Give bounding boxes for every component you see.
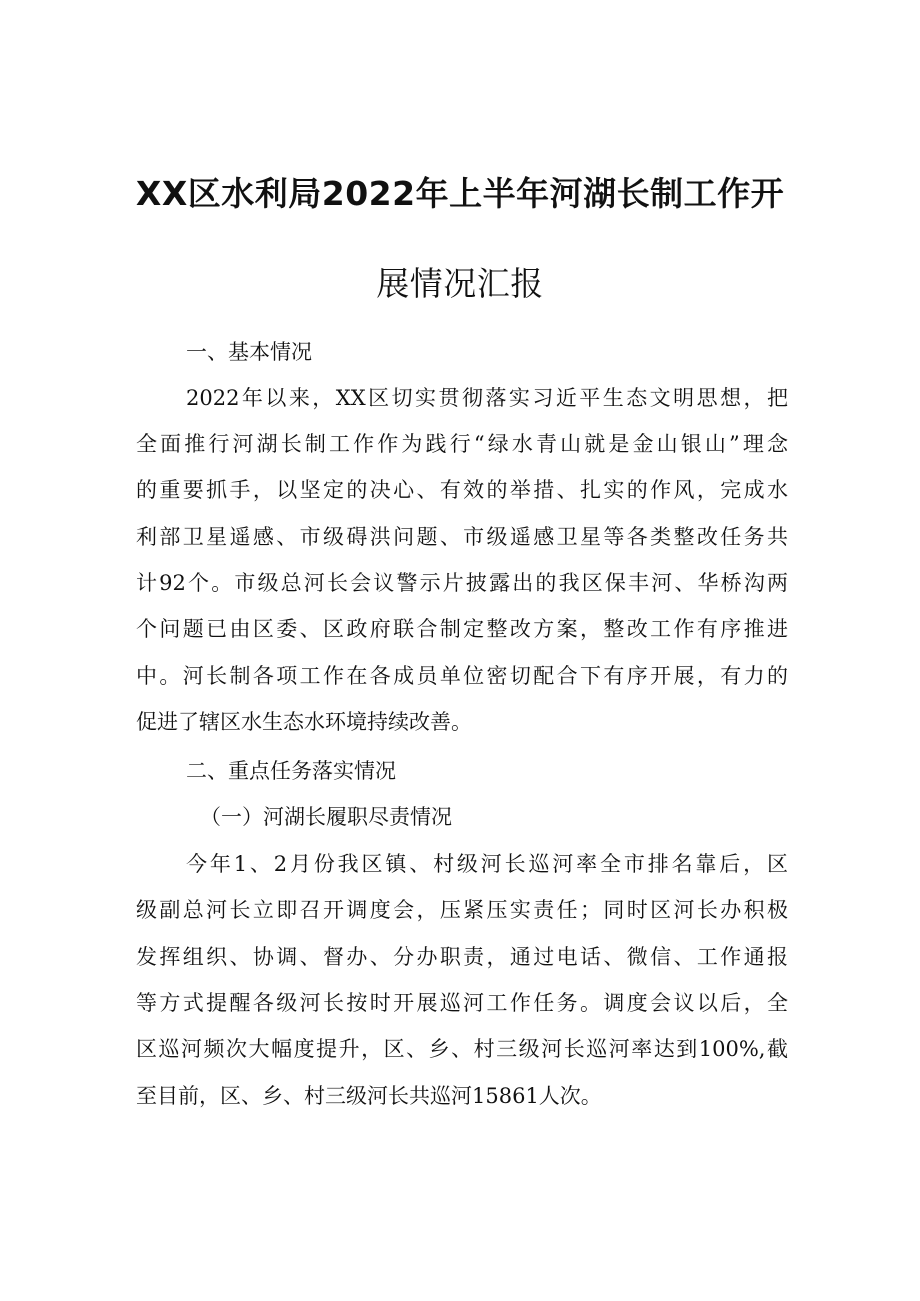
section-heading-key-tasks: 二、重点任务落实情况	[186, 759, 396, 783]
document-title-line-2: 展情况汇报	[376, 264, 544, 303]
subsection-heading-river-chiefs: （一）河湖长履职尽责情况	[200, 805, 452, 829]
paragraph-1-line-3: 的重要抓手，以坚定的决心、有效的举措、扎实的作风，完成水	[136, 478, 788, 502]
paragraph-2-line-4: 等方式提醒各级河长按时开展巡河工作任务。调度会议以后，全	[136, 991, 788, 1015]
paragraph-1-line-7: 中。河长制各项工作在各成员单位密切配合下有序开展，有力的	[136, 664, 788, 688]
paragraph-1-line-4: 利部卫星遥感、市级碍洪问题、市级遥感卫星等各类整改任务共	[136, 525, 788, 549]
document-title-line-1: XX区水利局2022年上半年河湖长制工作开	[135, 174, 785, 213]
paragraph-2-line-5: 区巡河频次大幅度提升，区、乡、村三级河长巡河率达到100%,截	[136, 1037, 788, 1061]
paragraph-1-line-1: 2022年以来，XX区切实贯彻落实习近平生态文明思想，把	[186, 386, 788, 410]
paragraph-1-line-8: 促进了辖区水生态水环境持续改善。	[136, 710, 472, 734]
paragraph-1-line-2: 全面推行河湖长制工作作为践行“绿水青山就是金山银山”理念	[136, 432, 788, 456]
paragraph-2-line-6: 至目前，区、乡、村三级河长共巡河15861人次。	[136, 1084, 602, 1108]
paragraph-2-line-1: 今年1、2月份我区镇、村级河长巡河率全市排名靠后，区	[186, 852, 788, 876]
paragraph-2-line-3: 发挥组织、协调、督办、分办职责，通过电话、微信、工作通报	[136, 945, 788, 969]
section-heading-basic-situation: 一、基本情况	[186, 340, 312, 364]
paragraph-1-line-5: 计92个。市级总河长会议警示片披露出的我区保丰河、华桥沟两	[136, 571, 788, 595]
paragraph-1-line-6: 个问题已由区委、区政府联合制定整改方案，整改工作有序推进	[136, 617, 788, 641]
paragraph-2-line-2: 级副总河长立即召开调度会，压紧压实责任；同时区河长办积极	[136, 898, 788, 922]
